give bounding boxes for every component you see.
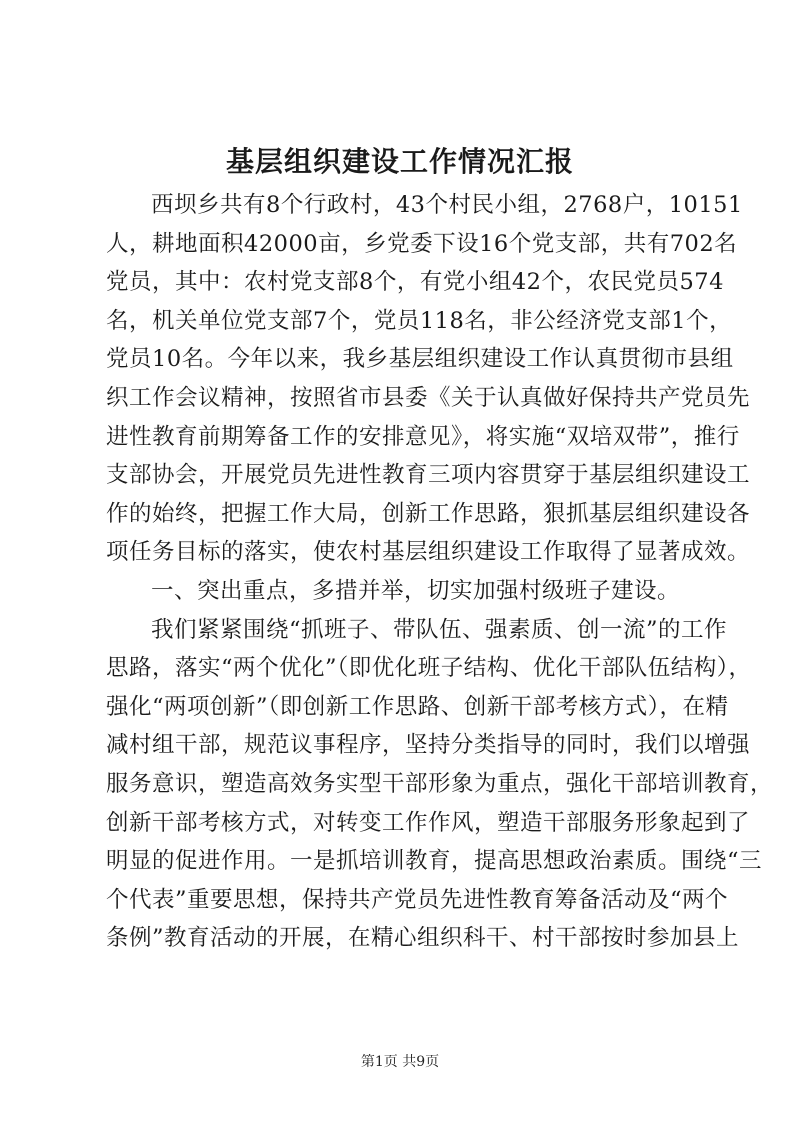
paragraph-line: 我们紧紧围绕“抓班子、带队伍、强素质、创一流”的工作 xyxy=(151,616,728,643)
paragraph-line: 支部协会，开展党员先进性教育三项内容贯穿于基层组织建设工 xyxy=(106,462,751,489)
paragraph-line: 项任务目标的落实，使农村基层组织建设工作取得了显著成效。 xyxy=(106,539,751,566)
paragraph-line: 服务意识，塑造高效务实型干部形象为重点，强化干部培训教育， xyxy=(106,770,774,797)
document-title: 基层组织建设工作情况汇报 xyxy=(225,145,574,178)
paragraph-line: 西坝乡共有8个行政村，43个村民小组，2768户，10151 xyxy=(151,192,743,218)
paragraph-line: 进性教育前期筹备工作的安排意见》，将实施“双培双带”，推行 xyxy=(106,423,740,450)
paragraph-line: 作的始终，把握工作大局，创新工作思路，狠抓基层组织建设各 xyxy=(106,500,751,527)
paragraph-line: 减村组干部，规范议事程序，坚持分类指导的同时，我们以增强 xyxy=(106,732,751,759)
paragraph-line: 明显的促进作用。一是抓培训教育，提高思想政治素质。围绕“三 xyxy=(106,848,763,875)
document-body xyxy=(106,186,774,958)
paragraph-line: 个代表”重要思想，保持共产党员先进性教育筹备活动及“两个 xyxy=(106,886,729,913)
page-footer: 第1页 共9页 xyxy=(360,1054,440,1070)
paragraph-line: 党员10名。今年以来，我乡基层组织建设工作认真贯彻市县组 xyxy=(106,346,734,373)
paragraph-line: 党员，其中：农村党支部8个，有党小组42个，农民党员574 xyxy=(106,269,724,296)
paragraph-line: 人，耕地面积42000亩，乡党委下设16个党支部，共有702名 xyxy=(106,230,738,257)
paragraph-line: 织工作会议精神，按照省市县委《关于认真做好保持共产党员先 xyxy=(106,384,751,411)
paragraph-line: 强化“两项创新”（即创新工作思路、创新干部考核方式），在精 xyxy=(106,693,729,720)
paragraph-line: 思路，落实“两个优化”（即优化班子结构、优化干部队伍结构）， xyxy=(106,655,752,682)
paragraph-line: 名，机关单位党支部7个，党员118名，非公经济党支部1个， xyxy=(106,307,733,334)
paragraph-line: 条例”教育活动的开展，在精心组织科干、村干部按时参加县上 xyxy=(106,925,740,952)
paragraph-line: 创新干部考核方式，对转变工作作风，塑造干部服务形象起到了 xyxy=(106,809,751,836)
section-heading: 一、突出重点，多措并举，切实加强村级班子建设。 xyxy=(151,577,681,604)
